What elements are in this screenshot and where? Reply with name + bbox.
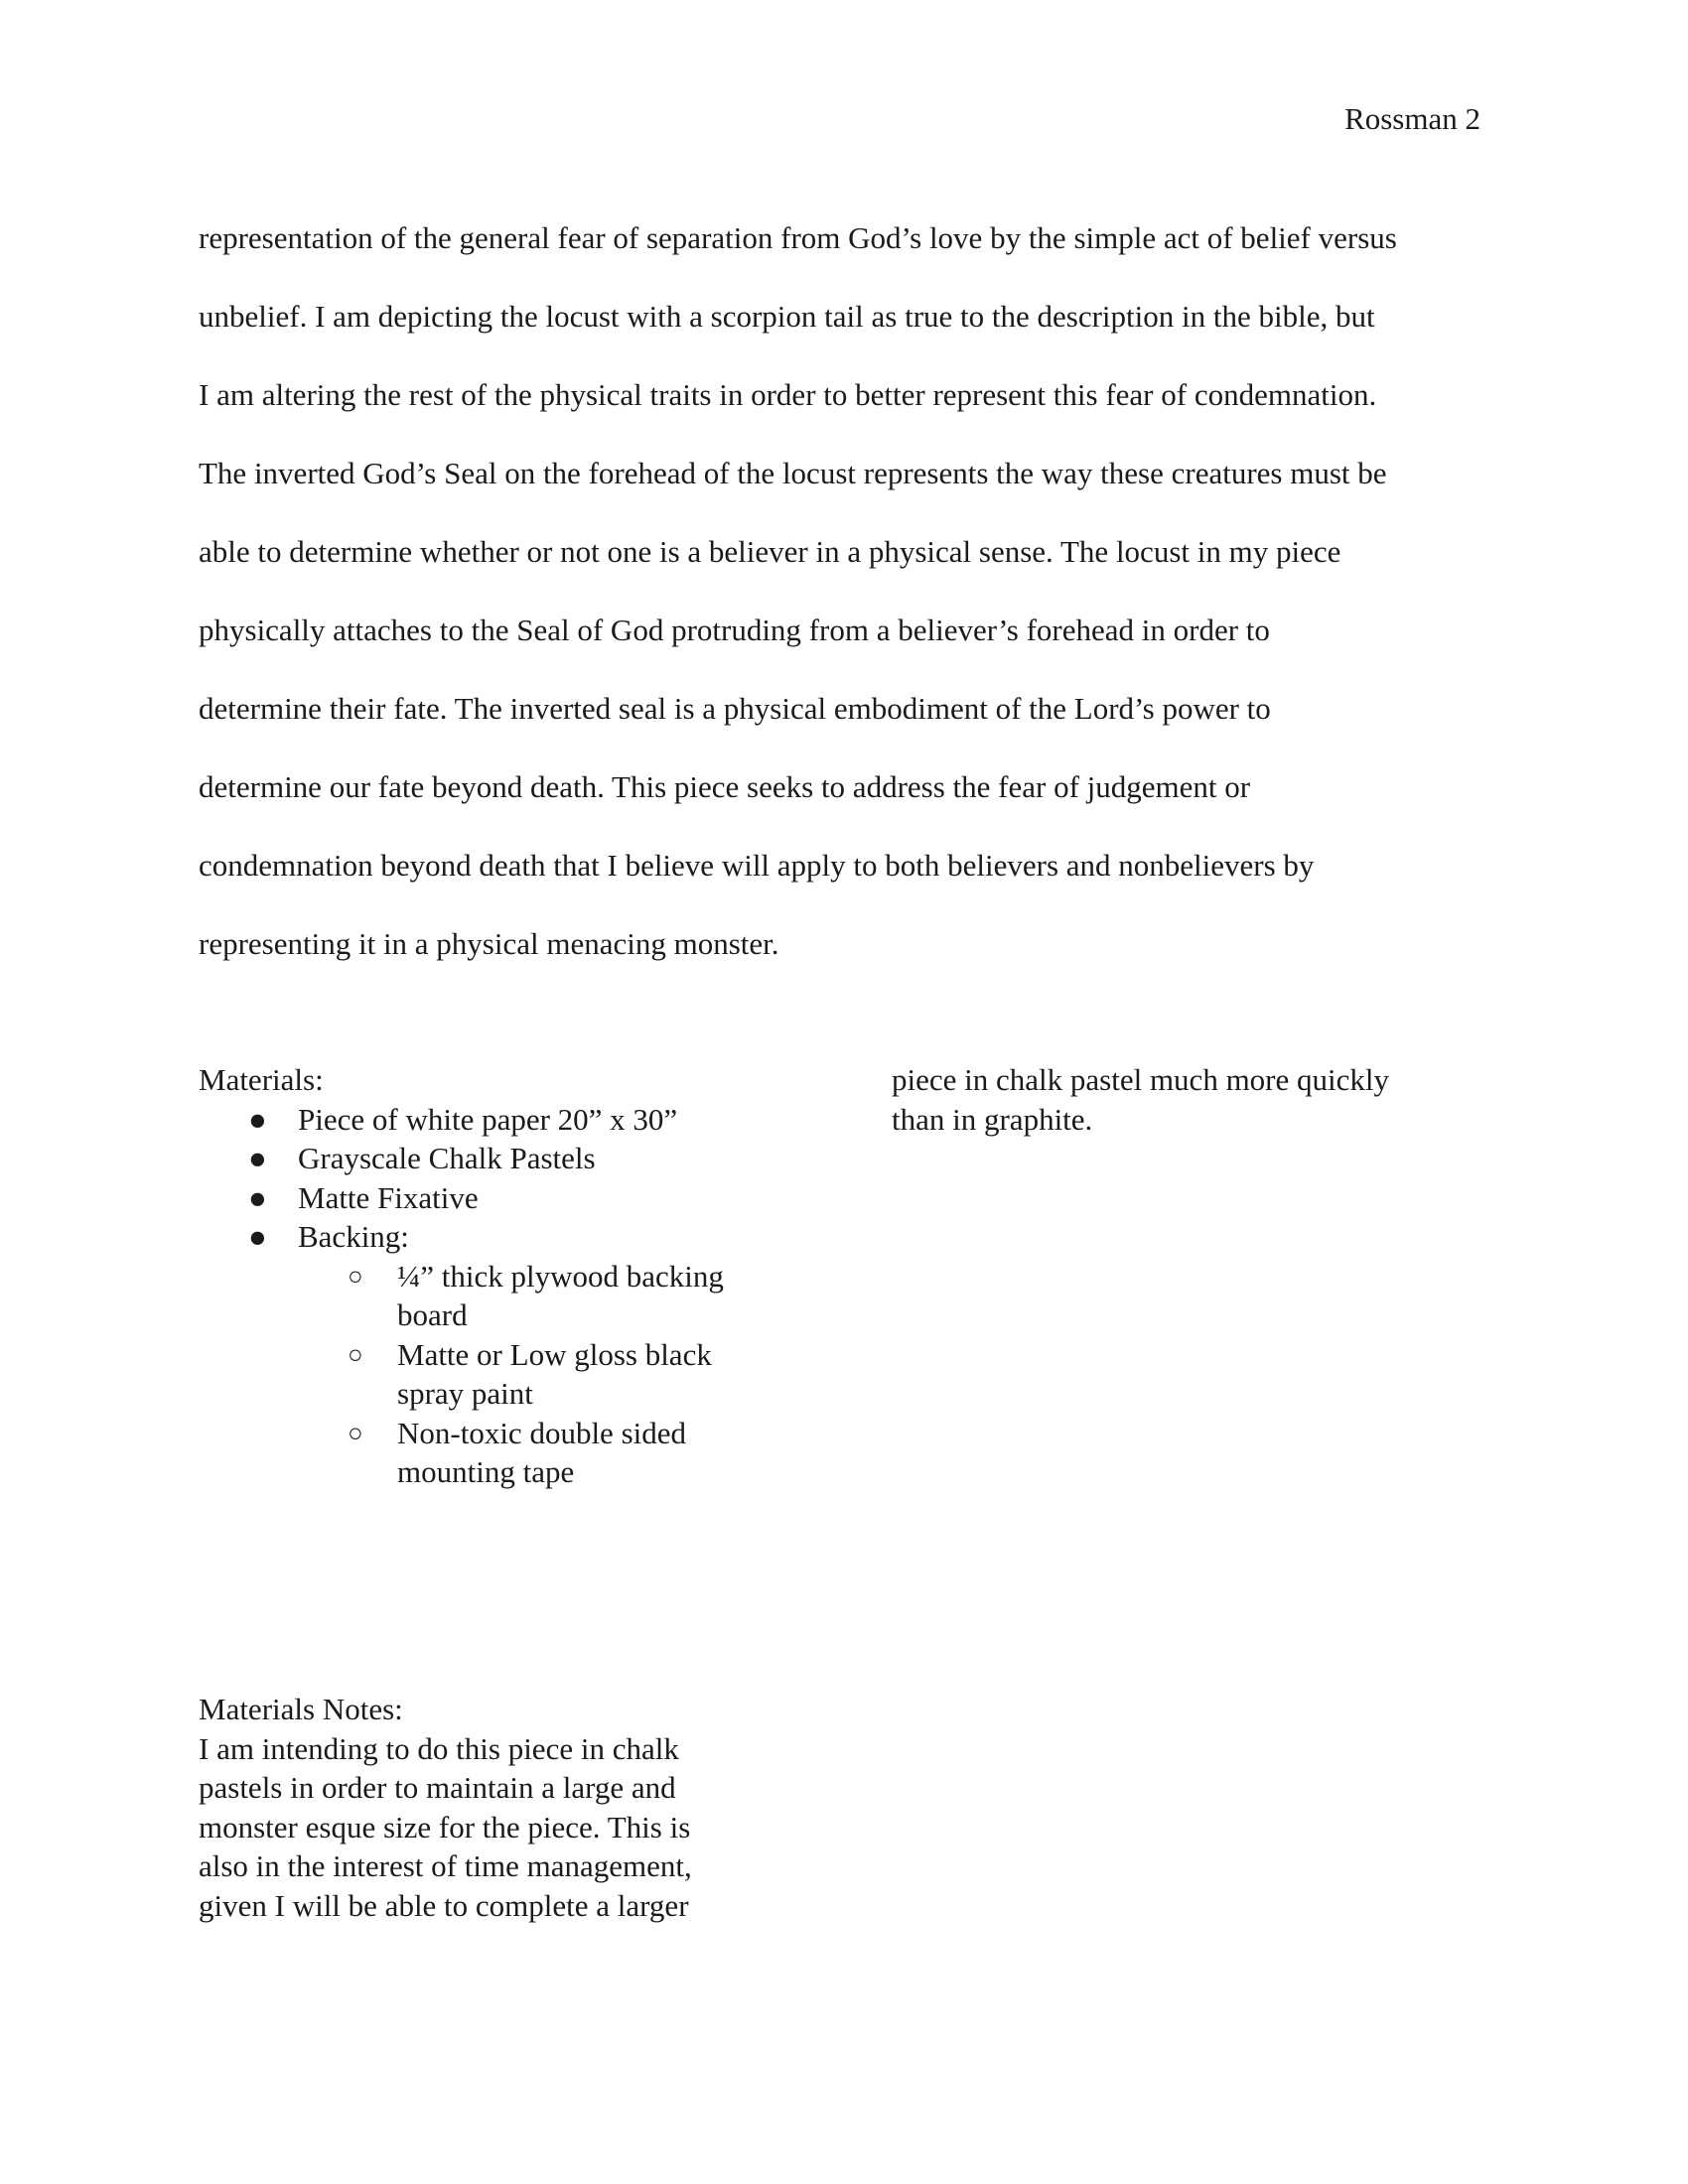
materials-list-item xyxy=(199,1217,774,1257)
notes-line: than in graphite. xyxy=(892,1101,1093,1137)
notes-line: also in the interest of time management, xyxy=(199,1848,692,1883)
materials-item-label: Piece of white paper 20” x 30” xyxy=(298,1101,678,1137)
notes-line: monster esque size for the piece. This is xyxy=(199,1809,691,1844)
notes-continuation-column xyxy=(892,1060,1487,1139)
materials-heading: Materials: xyxy=(199,1062,324,1097)
bullet-icon: ● xyxy=(248,1219,267,1254)
bullet-icon: ● xyxy=(248,1141,267,1175)
body-line: I am altering the rest of the physical traits in order to better represent this fear of condemnation. xyxy=(199,377,1377,412)
bullet-icon: ● xyxy=(248,1101,267,1137)
backing-list-item xyxy=(199,1414,774,1492)
backing-item-line: mounting tape xyxy=(397,1454,575,1489)
materials-list xyxy=(199,1100,774,1257)
body-line: physically attaches to the Seal of God protruding from a believer’s forehead in order to xyxy=(199,613,1270,647)
hollow-bullet-icon: ○ xyxy=(348,1261,363,1291)
materials-notes-heading: Materials Notes: xyxy=(199,1692,403,1726)
materials-list-item xyxy=(199,1100,774,1140)
bullet-icon: ● xyxy=(248,1179,267,1215)
materials-item-label: Backing: xyxy=(298,1219,409,1254)
hollow-bullet-icon: ○ xyxy=(348,1339,363,1369)
hollow-bullet-icon: ○ xyxy=(348,1418,363,1447)
materials-section xyxy=(199,1060,774,1492)
backing-item-line: Non-toxic double sided xyxy=(397,1415,687,1450)
materials-list-item xyxy=(199,1139,774,1178)
body-line: The inverted God’s Seal on the forehead of the locust represents the way these creatures must be xyxy=(199,456,1387,490)
notes-line: given I will be able to complete a larger xyxy=(199,1887,689,1923)
backing-list-item xyxy=(199,1335,774,1414)
page-header-name: Rossman 2 xyxy=(1344,101,1480,136)
body-line: representation of the general fear of separation from God’s love by the simple act of belief versus xyxy=(199,220,1397,255)
body-line: determine our fate beyond death. This piece seeks to address the fear of judgement or xyxy=(199,769,1251,804)
materials-item-label: Matte Fixative xyxy=(298,1179,479,1215)
notes-line: pastels in order to maintain a large and xyxy=(199,1770,676,1805)
body-line: unbelief. I am depicting the locust with a scorpion tail as true to the description in the bible, but xyxy=(199,299,1375,334)
backing-item-line: Matte or Low gloss black xyxy=(397,1336,712,1372)
notes-line: piece in chalk pastel much more quickly xyxy=(892,1062,1389,1097)
body-line: representing it in a physical menacing monster. xyxy=(199,926,779,961)
backing-item-line: board xyxy=(397,1297,468,1332)
body-line: determine their fate. The inverted seal is a physical embodiment of the Lord’s power to xyxy=(199,691,1271,726)
body-line: condemnation beyond death that I believe will apply to both believers and nonbelievers by xyxy=(199,848,1315,883)
body-line: able to determine whether or not one is a believer in a physical sense. The locust in my piece xyxy=(199,534,1341,569)
materials-list-item xyxy=(199,1178,774,1218)
body-paragraph xyxy=(199,199,1499,983)
backing-list-item xyxy=(199,1257,774,1335)
backing-list xyxy=(199,1257,774,1492)
materials-notes-section xyxy=(199,1690,774,1925)
backing-item-line: spray paint xyxy=(397,1376,533,1411)
notes-line: I am intending to do this piece in chalk xyxy=(199,1730,679,1766)
materials-item-label: Grayscale Chalk Pastels xyxy=(298,1141,596,1175)
backing-item-line: ¼” thick plywood backing xyxy=(397,1258,724,1294)
